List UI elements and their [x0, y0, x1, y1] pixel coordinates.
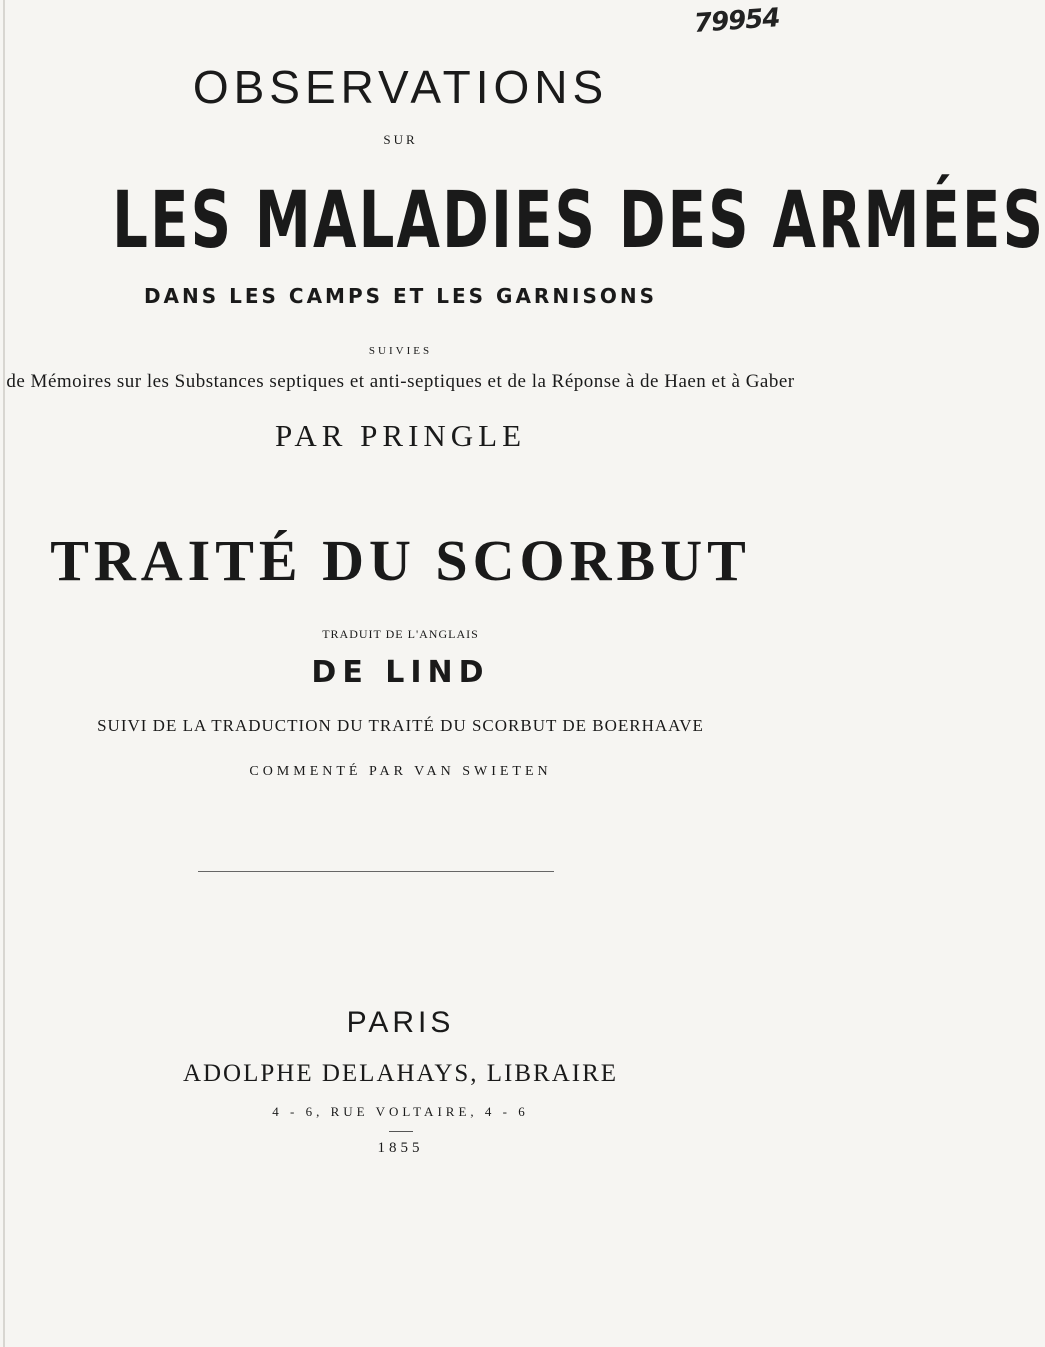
imprint-year: 1855	[377, 1140, 424, 1156]
commente-line: COMMENTÉ PAR VAN SWIETEN	[249, 764, 552, 779]
divider-rule	[198, 871, 554, 872]
memoires-line: de Mémoires sur les Substances septiques et anti-septiques et de la Réponse à de Haen et à Gaber	[6, 371, 795, 392]
shelfmark-stamp: 79954	[692, 3, 780, 39]
heading-observations: OBSERVATIONS	[192, 61, 609, 113]
author-line: PAR PRINGLE	[274, 418, 527, 453]
subtitle: DANS LES CAMPS ET LES GARNISONS	[143, 284, 658, 308]
translated-from-line: TRADUIT DE L'ANGLAIS	[322, 627, 479, 641]
second-title: TRAITÉ DU SCORBUT	[50, 528, 751, 593]
word-sur: SUR	[383, 132, 418, 147]
second-author: DE LIND	[311, 655, 490, 690]
main-title: LES MALADIES DES ARMÉES	[112, 176, 1045, 266]
imprint-address: 4 - 6, RUE VOLTAIRE, 4 - 6	[272, 1104, 529, 1119]
short-divider-rule	[389, 1131, 413, 1132]
imprint-publisher: ADOLPHE DELAHAYS, LIBRAIRE	[182, 1060, 619, 1087]
imprint-city: PARIS	[346, 1006, 455, 1039]
word-suivies: SUIVIES	[368, 345, 433, 357]
suivi-line: SUIVI DE LA TRADUCTION DU TRAITÉ DU SCORBUT DE BOERHAAVE	[97, 716, 704, 735]
